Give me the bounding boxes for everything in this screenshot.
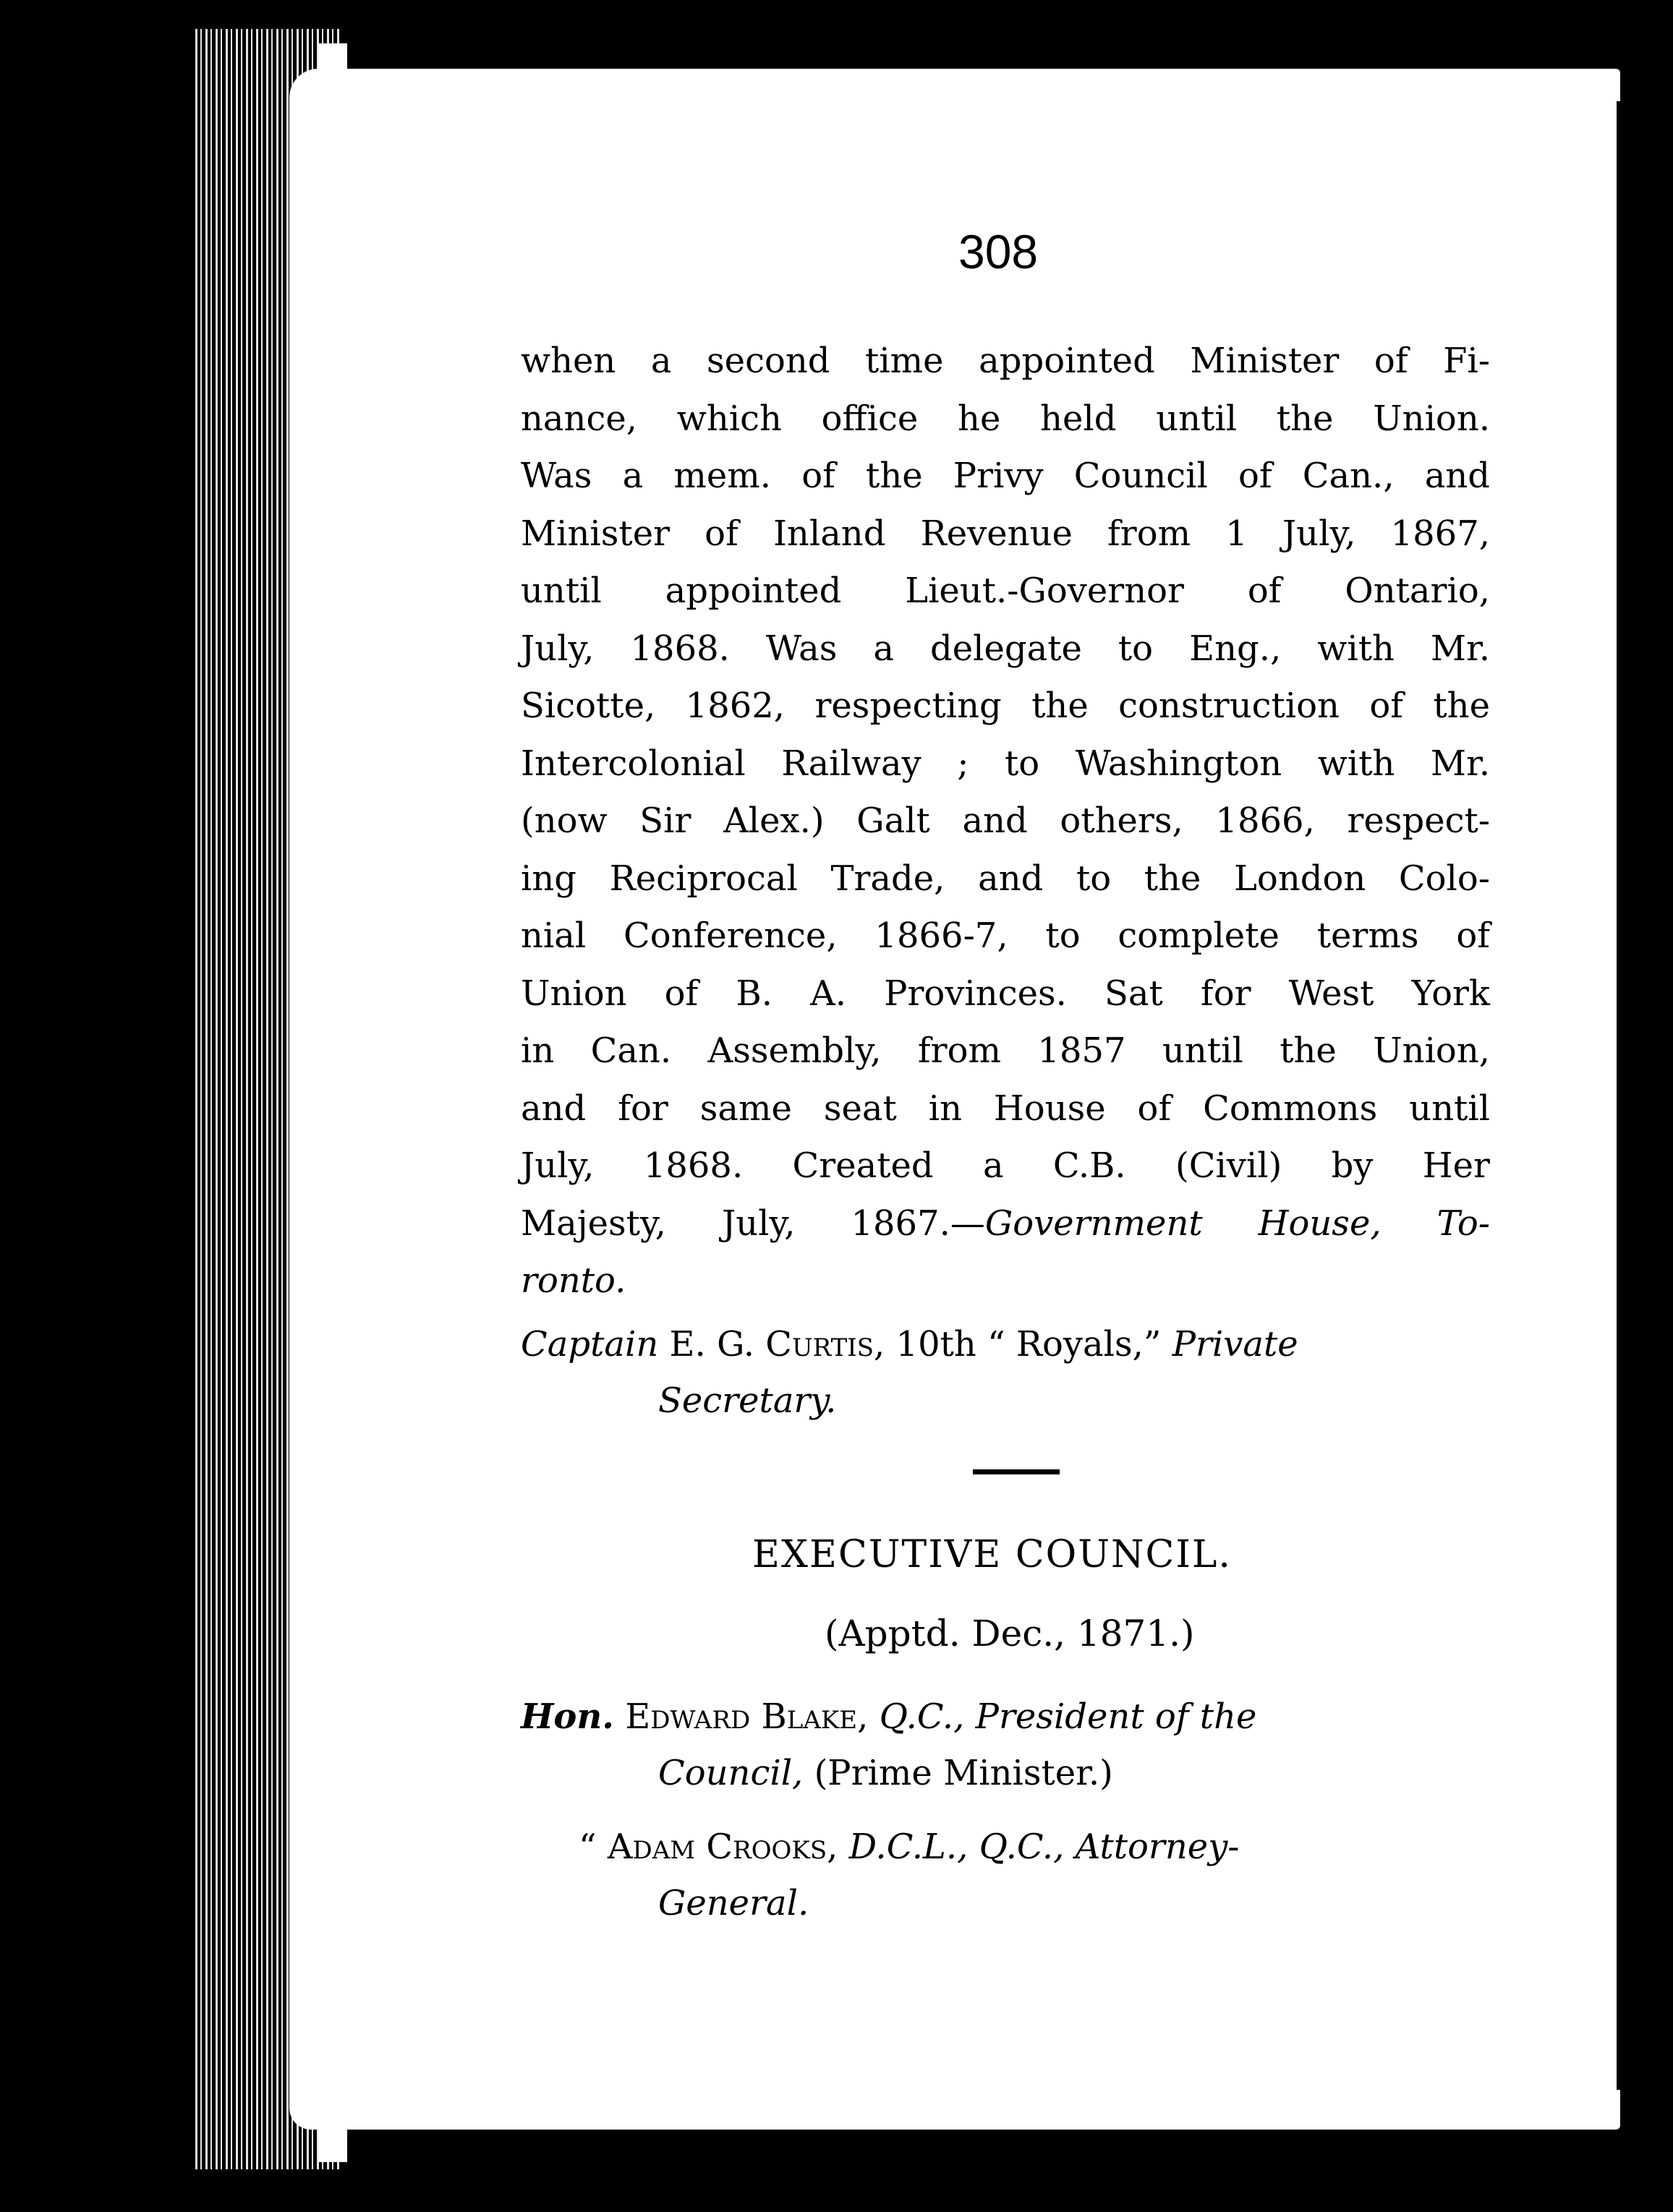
page-edge-shadow bbox=[1617, 101, 1635, 2090]
member-role-note: (Prime Minister.) bbox=[814, 1753, 1113, 1793]
section-title: EXECUTIVE COUNCIL. bbox=[752, 1533, 1232, 1576]
secretary-role: Private bbox=[1172, 1324, 1298, 1365]
text-line: and for same seat in House of Commons until bbox=[521, 1088, 1490, 1129]
member-role: President of the bbox=[975, 1696, 1257, 1737]
biography-paragraph bbox=[521, 333, 1490, 1310]
text-line: Was a mem. of the Privy Council of Can., and bbox=[521, 456, 1490, 496]
text-line: Sicotte, 1862, respecting the construction of the bbox=[521, 686, 1490, 726]
member-prefix: Hon. bbox=[521, 1696, 614, 1737]
text-line: nance, which office he held until the Union. bbox=[521, 398, 1490, 439]
text-line: when a second time appointed Minister of Fi- bbox=[521, 341, 1490, 381]
secretary-title: Captain bbox=[521, 1324, 659, 1365]
text-line-last: ronto. bbox=[521, 1260, 626, 1301]
text-line: Intercolonial Railway ; to Washington with Mr. bbox=[521, 743, 1490, 784]
entry-line bbox=[521, 1324, 1298, 1365]
text-line: ing Reciprocal Trade, and to the London Colo- bbox=[521, 858, 1490, 899]
secretary-regiment: 10th “ Royals,” bbox=[895, 1324, 1162, 1365]
entry-line bbox=[521, 1696, 1256, 1737]
member-honours: D.C.L., Q.C., bbox=[848, 1827, 1065, 1867]
entry-line bbox=[521, 1827, 1240, 1867]
ditto-mark: “ bbox=[579, 1827, 597, 1867]
member-role: Attorney- bbox=[1075, 1827, 1240, 1867]
text-line: nial Conference, 1866-7, to complete terms of bbox=[521, 915, 1490, 956]
text-line: in Can. Assembly, from 1857 until the Union, bbox=[521, 1030, 1490, 1071]
secretary-name: E. G. Curtis, bbox=[669, 1324, 885, 1365]
member-honours: Q.C., bbox=[879, 1696, 965, 1737]
page-number: 308 bbox=[958, 225, 1039, 278]
section-divider bbox=[973, 1469, 1060, 1474]
member-name: Edward Blake, bbox=[625, 1696, 869, 1737]
text-line: July, 1868. Was a delegate to Eng., with Mr. bbox=[521, 628, 1490, 669]
text-line: Minister of Inland Revenue from 1 July, 1867, bbox=[521, 513, 1490, 554]
text-line bbox=[521, 1195, 1490, 1253]
text-line: (now Sir Alex.) Galt and others, 1866, respect- bbox=[521, 800, 1490, 841]
council-member-entry bbox=[521, 1688, 1490, 1801]
council-member-entry bbox=[521, 1819, 1490, 1931]
member-role-italic: Council, bbox=[658, 1753, 804, 1793]
secretary-role-cont: Secretary. bbox=[658, 1380, 837, 1421]
member-name: Adam Crooks, bbox=[607, 1827, 838, 1867]
text-line: until appointed Lieut.-Governor of Ontario, bbox=[521, 571, 1490, 611]
secretary-entry bbox=[521, 1316, 1490, 1429]
member-role-cont bbox=[521, 1745, 1490, 1801]
text-line: Union of B. A. Provinces. Sat for West York bbox=[521, 973, 1490, 1014]
section-subtitle: (Apptd. Dec., 1871.) bbox=[825, 1613, 1195, 1654]
text-plain: Majesty, July, 1867.— bbox=[521, 1203, 985, 1244]
member-role-cont: General. bbox=[658, 1883, 809, 1923]
text-line: July, 1868. Created a C.B. (Civil) by Her bbox=[521, 1145, 1490, 1186]
residence-italic: Government House, To- bbox=[984, 1203, 1490, 1244]
